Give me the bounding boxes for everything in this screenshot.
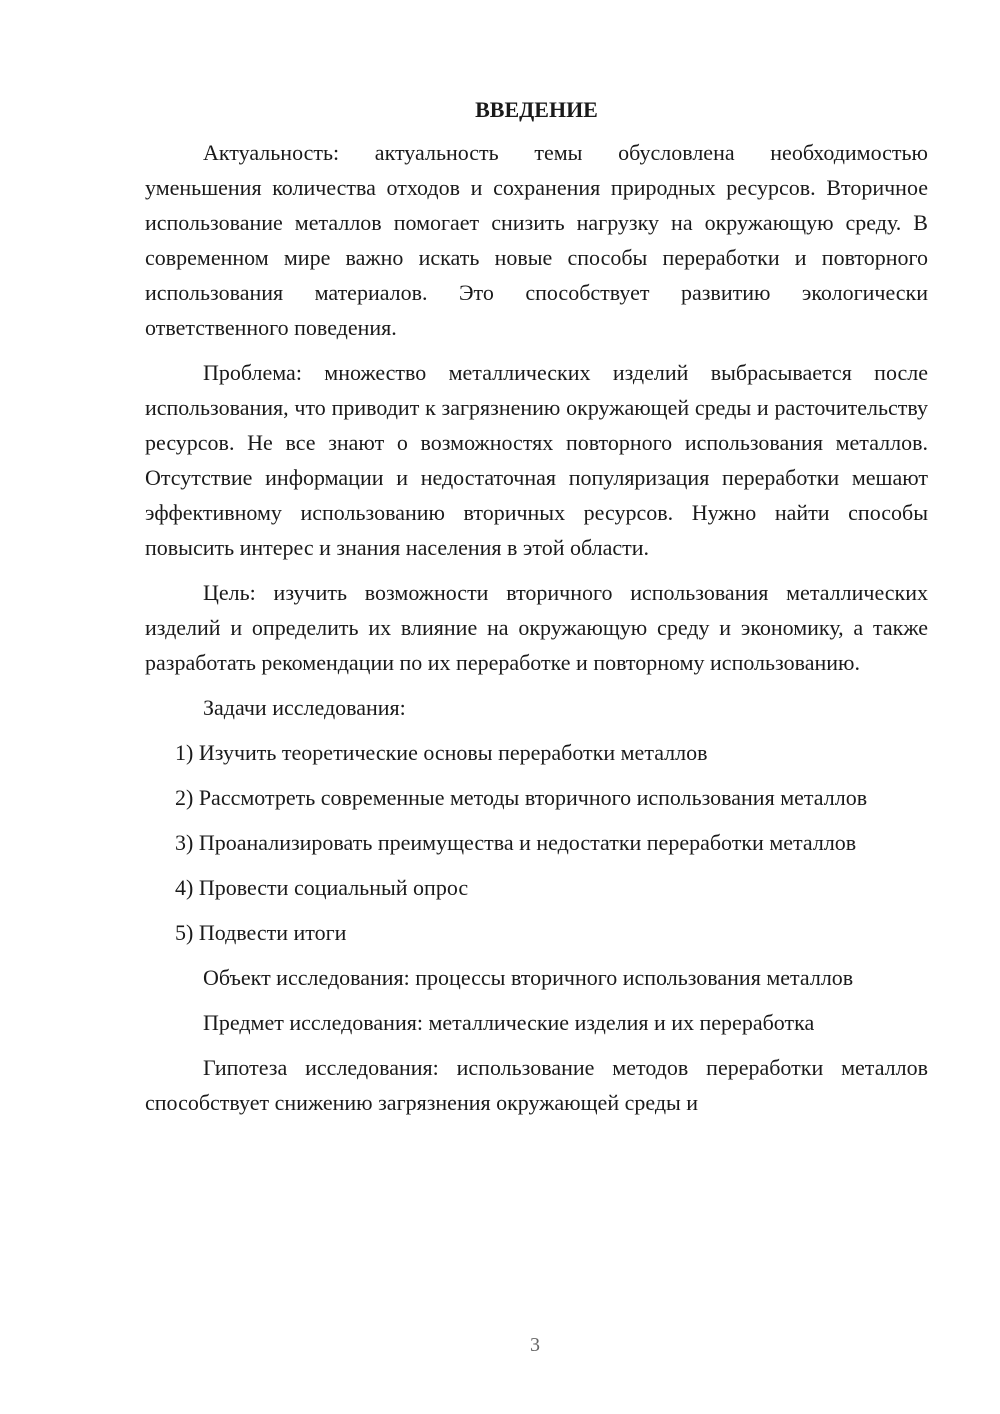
task-item: 3) Проанализировать преимущества и недостатки переработки металлов	[175, 830, 857, 855]
document-page	[145, 88, 928, 1130]
task-item: 5) Подвести итоги	[175, 920, 347, 945]
object-paragraph: Объект исследования: процессы вторичного использования металлов	[203, 965, 854, 990]
subject-paragraph: Предмет исследования: металлические изделия и их переработка	[203, 1010, 815, 1035]
section-title: ВВЕДЕНИЕ	[475, 97, 598, 122]
goal-paragraph: Цель: изучить возможности вторичного использования металлических изделий и определить их влияние на окружающую среду и экономику, а также разработать рекомендации по их переработке и повторному использованию.	[145, 580, 928, 675]
relevance-paragraph: Актуальность: актуальность темы обусловлена необходимостью уменьшения количества отходов и сохранения природных ресурсов. Вторичное использование металлов помогает снизить нагрузку на окружающую среду. В современном мире важно искать новые способы переработки и повторного использования материалов. Это способствует развитию экологически ответственного поведения.	[145, 140, 928, 340]
task-item: 1) Изучить теоретические основы переработки металлов	[175, 740, 708, 765]
tasks-heading: Задачи исследования:	[203, 695, 406, 720]
hypothesis-paragraph: Гипотеза исследования: использование методов переработки металлов способствует снижению загрязнения окружающей среды и	[145, 1055, 928, 1115]
task-item: 2) Рассмотреть современные методы вторичного использования металлов	[175, 785, 868, 810]
problem-paragraph: Проблема: множество металлических изделий выбрасывается после использования, что приводит к загрязнению окружающей среды и расточительству ресурсов. Не все знают о возможностях повторного использования металлов. Отсутствие информации и недостаточная популяризация переработки мешают эффективному использованию вторичных ресурсов. Нужно найти способы повысить интерес и знания населения в этой области.	[145, 360, 928, 560]
page-number: 3	[530, 1334, 540, 1356]
task-item: 4) Провести социальный опрос	[175, 875, 469, 900]
